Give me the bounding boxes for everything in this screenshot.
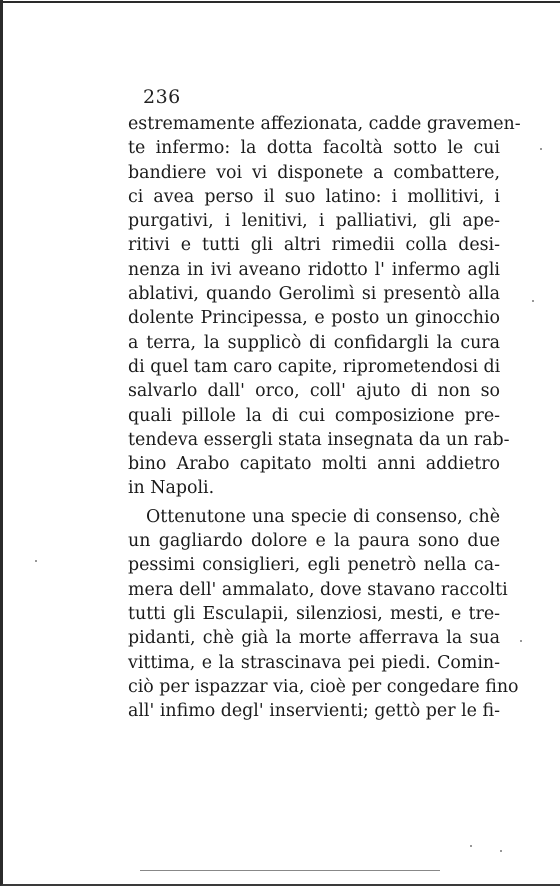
text-line: dolente Principessa, e posto un ginocchio: [128, 308, 500, 329]
text-line: salvarlo dall' orco, coll' ajuto di non so: [128, 381, 500, 402]
page-number: 236: [143, 86, 181, 108]
text-line: pessimi consiglieri, egli penetrò nella ca-: [128, 555, 500, 576]
text-line: ablativi, quando Gerolimì si presentò alla: [128, 284, 500, 305]
text-line: all' infimo degl' inservienti; gettò per le fi-: [128, 701, 500, 722]
text-line: quali pillole la di cui composizione pre-: [128, 405, 500, 426]
text-line: vittima, e la strascinava pei piedi. Comin-: [128, 652, 500, 673]
text-line: tutti gli Esculapii, silenziosi, mesti, e tre-: [128, 603, 500, 624]
text-line: ritivi e tutti gli altri rimedii colla desi-: [128, 235, 500, 256]
scan-bottom-line: [140, 870, 440, 871]
text-line: ciò per ispazzar via, cioè per congedare fino: [128, 676, 519, 697]
text-line: ci avea perso il suo latino: i mollitivi, i: [128, 186, 500, 207]
text-line: Ottenutone una specie di consenso, chè: [146, 506, 500, 527]
text-line: estremamente affezionata, cadde gravemen-: [128, 114, 521, 134]
text-line: tendeva essergli stata insegnata da un rab-: [128, 429, 510, 450]
text-line: a terra, la supplicò di confidargli la cura: [128, 332, 500, 353]
text-line: bino Arabo capitato molti anni addietro: [128, 454, 500, 475]
body-text: [128, 112, 521, 723]
text-line: un gagliardo dolore e la paura sono due: [128, 531, 500, 552]
text-line: nenza in ivi aveano ridotto l' infermo agli: [128, 259, 500, 280]
text-line: bandiere voi vi disponete a combattere,: [128, 162, 500, 183]
text-line: pidanti, chè già la morte afferrava la sua: [128, 628, 500, 649]
text-line: purgativi, i lenitivi, i palliativi, gli ape-: [128, 211, 500, 232]
text-line: in Napoli.: [128, 478, 215, 499]
text-line: mera dell' ammalato, dove stavano raccolti: [128, 579, 508, 600]
text-line: di quel tam caro capite, riprometendosi di: [128, 356, 501, 377]
text-line: te infermo: la dotta facoltà sotto le cui: [128, 138, 500, 159]
